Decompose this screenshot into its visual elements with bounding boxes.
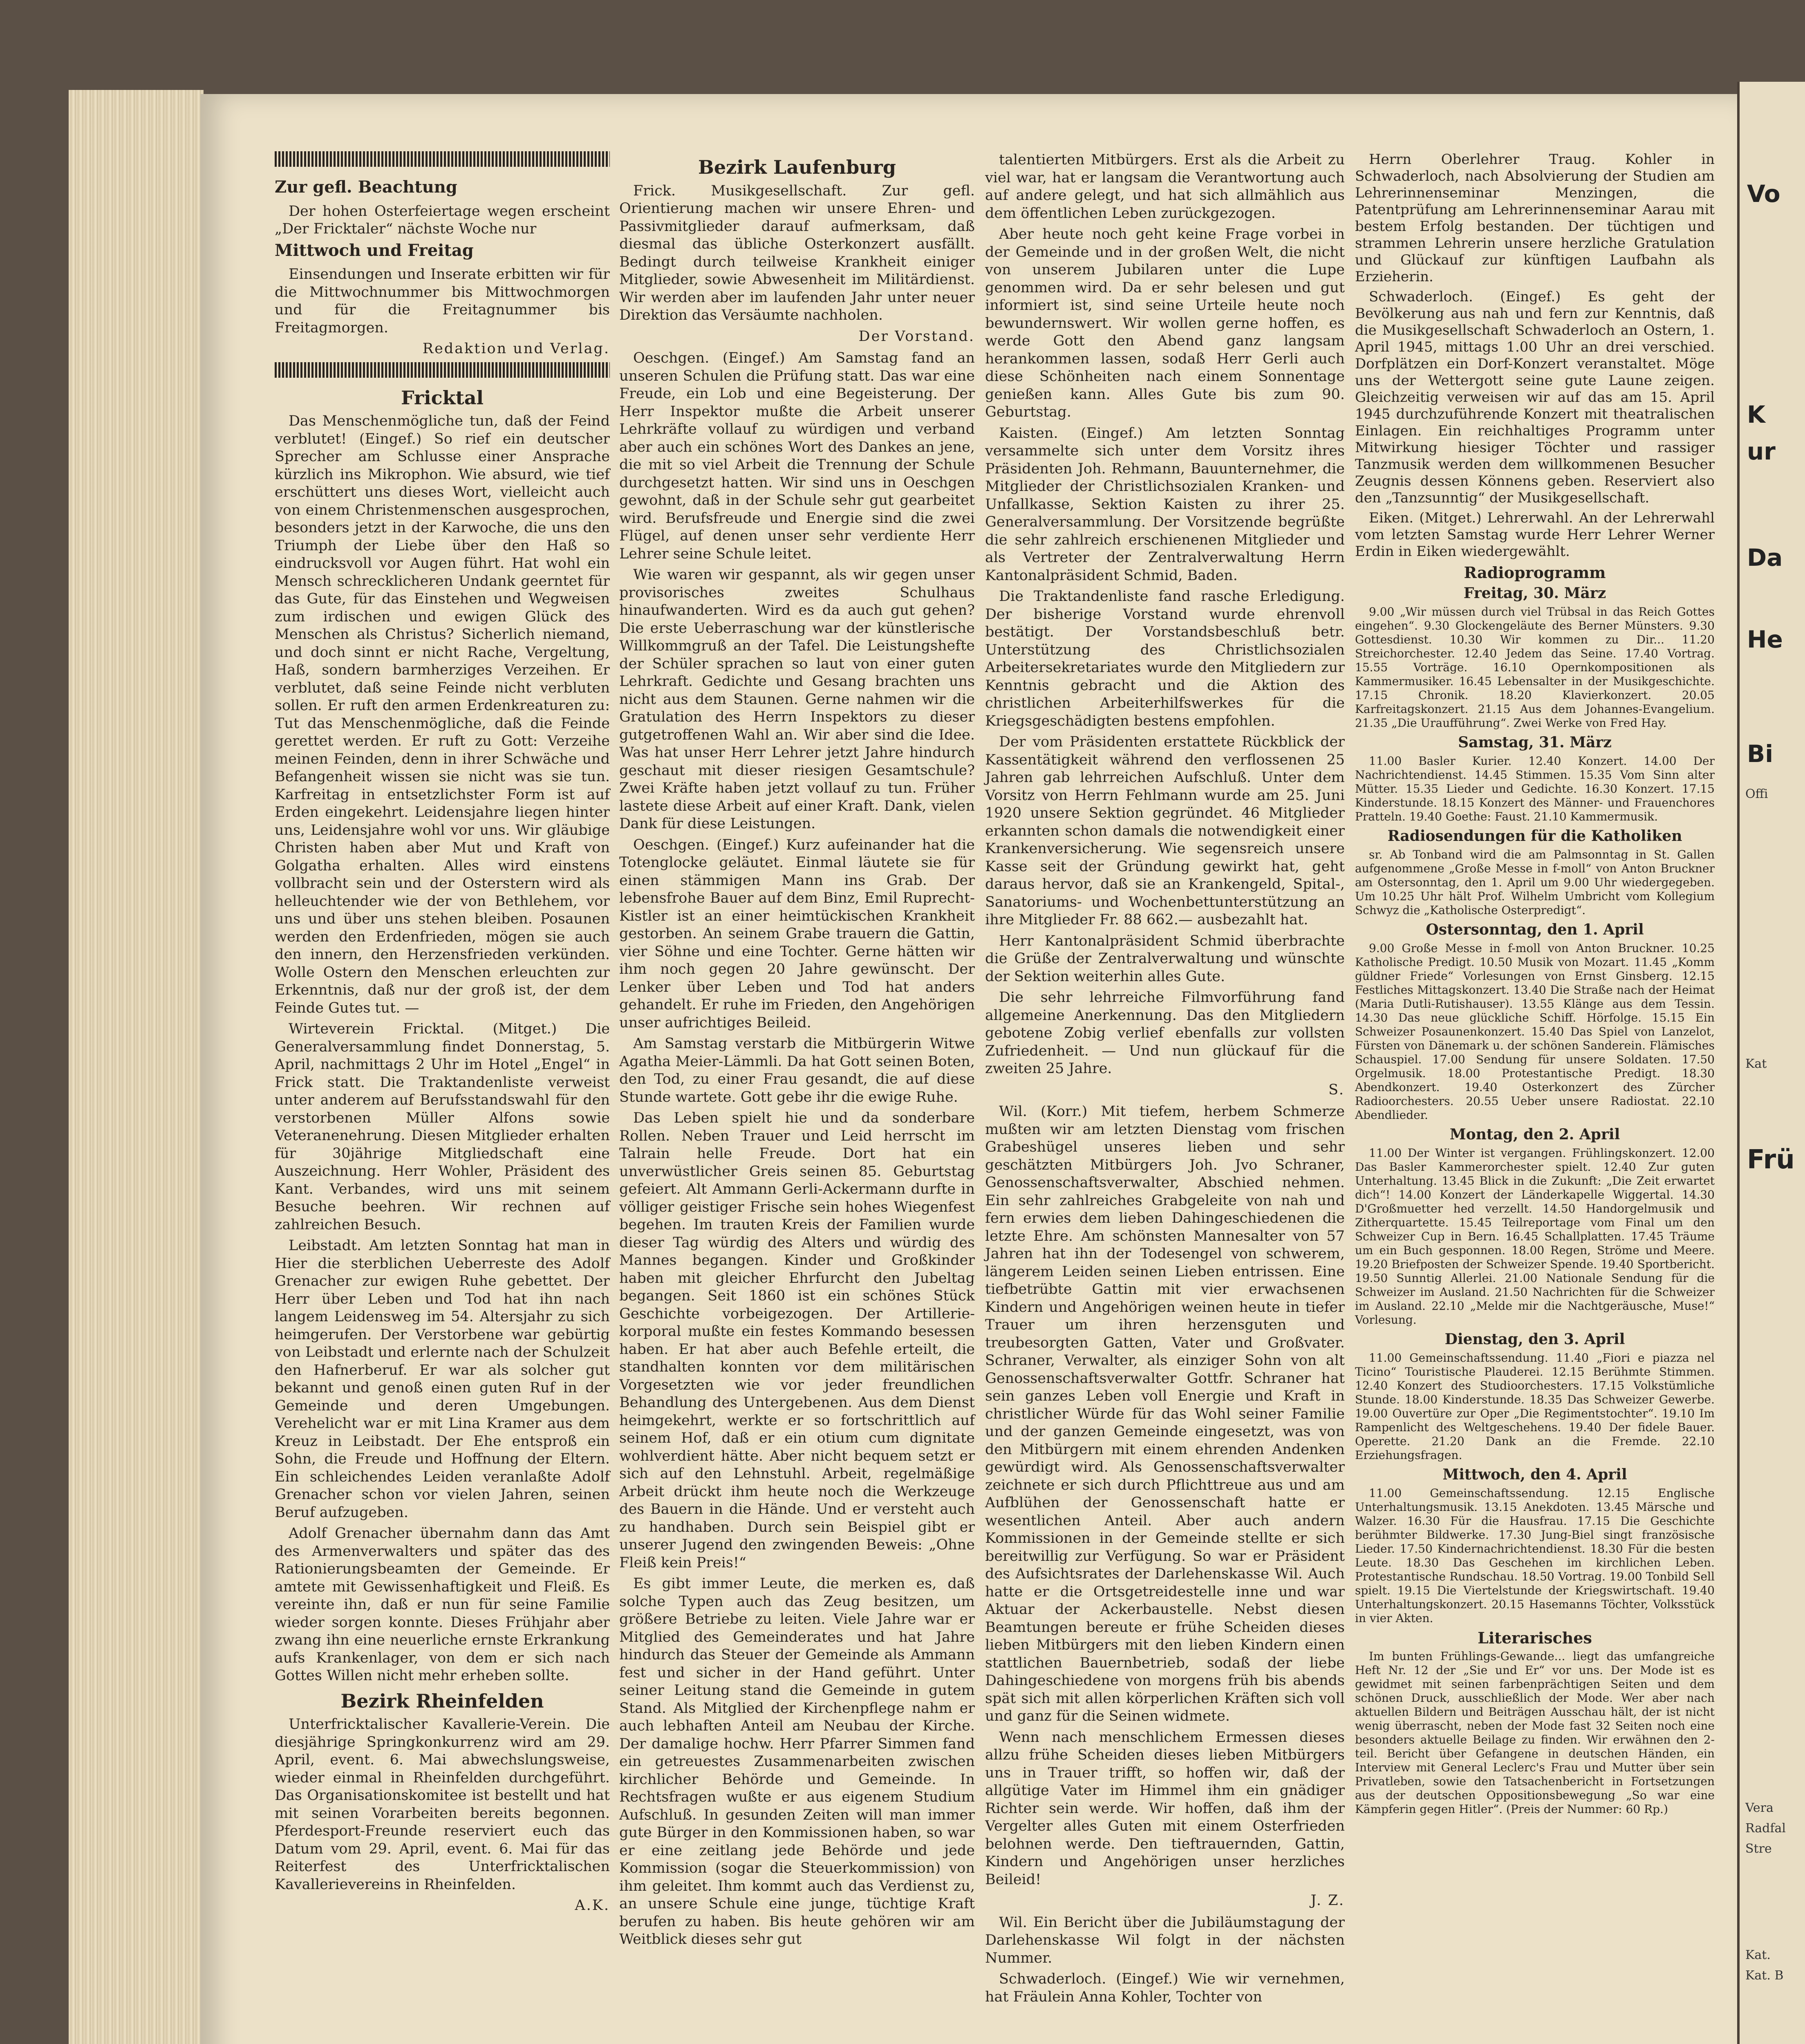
article-paragraph: talentierten Mitbürgers. Erst als die Arbeit zu viel war, hat er langsam die Verantwortung auch auf andere gelegt, und hat sich allmählich aus dem öffentlichen Leben zurückgezogen. <box>985 152 1345 222</box>
adjacent-page-edge <box>1737 82 1805 2044</box>
notice-text2: Einsendungen und Inserate erbitten wir für die Mittwochnummer bis Mittwochmorgen und für die Freitagnummer bis Freitagmorgen. <box>275 266 610 336</box>
article-paragraph: Wirteverein Fricktal. (Mitget.) Die Generalversammlung findet Donnerstag, 5. April, nachmittags 2 Uhr im Hotel „Engel“ in Frick statt. Die Traktandenliste verweist unter anderem auf Berufsstandswahl für den verstorbenen Müller Alfons sowie Veteranenehrung. Diesen Mitglieder erhalten für 30jährige Mitgliedschaft eine Auszeichnung. Herr Wohler, Präsident des Kant. Verbandes, wird uns mit seinem Besuche beehren. Wir rechnen auf zahlreichen Besuch. <box>275 1021 610 1233</box>
column-three <box>985 151 1345 2009</box>
article-paragraph: Der vom Präsidenten erstattete Rückblick der Kassentätigkeit während den verflossenen 25 Jahren gab lehrreichen Aufschluß. Unter dem Vorsitz von Herrn Fehlmann wurde am 25. Juni 1920 unsere Sektion gegründet. 46 Mitglieder erkannten schon damals die notwendigkeit einer Krankenversicherung. Wie segensreich unsere Kasse seit der Gründung gewirkt hat, geht daraus hervor, daß sie an Krankengeld, Spital-, Sanatoriums- und Wochenbettunterstützung an ihre Mitglieder Fr. 88 662.— ausbezahlt hat. <box>985 734 1345 928</box>
article-signature: J. Z. <box>1310 1892 1345 1909</box>
literature-text: Im bunten Frühlings-Gewande... liegt das umfangreiche Heft Nr. 12 der „Sie und Er“ vor uns. Der Mode ist es gewidmet mit seinen farbenprächtigen Seiten und dem schönen Druck, ausschließlich der Mode. Wer aber nach aktuellen Bildern und Beiträgen Ausschau hält, der ist nicht wenig überrascht, neben der Mode fast 32 Seiten noch eine besonders aktuelle Beilage zu finden. Wir erwähnen den 2-teil. Bericht über Gefangene in deutschen Händen, ein Interview mit General Leclerc's Frau und Mutter über sein Privatleben, sowie den Tatsachenbericht in Fortsetzungen aus der deutschen Oppositionsbewegung „So war eine Kämpferin gegen Hitler“. (Preis der Nummer: 60 Rp.) <box>1355 1650 1715 1816</box>
article-signature: Der Vorstand. <box>858 328 975 345</box>
article-paragraph: Eiken. (Mitget.) Lehrerwahl. An der Lehrerwahl vom letzten Samstag wurde Herr Lehrer Werner Erdin in Eiken wiedergewählt. <box>1355 510 1715 560</box>
radio-listing: 11.00 Gemeinschaftssendung. 11.40 „Fiori e piazza nel Ticino“ Touristische Plauderei. 12.15 Berühmte Stimmen. 12.40 Konzert des Studioorchesters. 17.15 Volkstümliche Stunde. 18.00 Kinderstunde. 18.35 Das Schweizer Gewerbe. 19.00 Ouvertüre zur Oper „Die Regimentstochter“. 19.10 Im Rampenlicht des Weltgeschehens. 19.40 Der fidele Bauer. Operette. 21.20 Dank an die Fremde. 22.10 Erziehungsfragen. <box>1355 1351 1715 1462</box>
fragment-text: Kat. B <box>1745 1968 1784 1983</box>
radio-heading: Radioprogramm <box>1464 563 1606 582</box>
day-heading: Montag, den 2. April <box>1449 1126 1620 1143</box>
article-paragraph: Das Leben spielt hie und da sonderbare Rollen. Neben Trauer und Leid herrscht im Talrain helle Freude. Dort hat ein unverwüstlicher Greis seinen 85. Geburtstag gefeiert. Alt Ammann Gerli-Ackermann durfte in völliger geistiger Frische sein hohes Wiegenfest begehen. Im trauten Kreis der Familien wurde dieser Tag würdig des Alters und würdig des Mannes begangen. Kinder und Großkinder haben mit gleicher Ehrfurcht den Jubeltag begangen. Seit 1860 ist ein schönes Stück Geschichte vorbeigezogen. Der Artillerie-korporal mußte ein festes Kommando besessen haben. Er hat aber auch Befehle erteilt, die standhalten konnten vor dem militärischen Vorgesetzten wie vor jeder freundlichen Behandlung des Untergebenen. Aus dem Dienst heimgekehrt, werkte er so fortschrittlich auf seinem Hof, daß er ein otium cum dignitate wohlverdient hätte. Aber nicht bequem setzt er sich auf den Lehnstuhl. Arbeit, regelmäßige Arbeit drückt ihm heute noch die Werkzeuge des Bauern in die Hände. Und er versteht auch zu handhaben. Durch sein Beispiel gibt er unserer Jugend den zwingenden Beweis: „Ohne Fleiß kein Preis!“ <box>619 1110 975 1571</box>
article-signature: S. <box>1328 1081 1345 1098</box>
fragment-text: Kat. <box>1745 1948 1771 1962</box>
fragment-text: Kat <box>1745 1057 1767 1071</box>
column-four <box>1355 151 1715 1820</box>
page-edges <box>69 90 204 2044</box>
radio-listing: sr. Ab Tonband wird die am Palmsonntag in St. Gallen aufgenommene „Große Messe in f-moll“ von Anton Bruckner am Ostersonntag, den 1. April um 9.00 Uhr wiedergegeben. Um 10.25 Uhr hält Prof. Wilhelm Umbricht vom Kollegium Schwyz die „Katholische Osterpredigt“. <box>1355 848 1715 917</box>
fragment-text: He <box>1747 625 1783 653</box>
article-paragraph: Die Traktandenliste fand rasche Erledigung. Der bisherige Vorstand wurde ehrenvoll bestätigt. Der Vorstandsbeschluß betr. Unterstützung des Christlichsozialen Arbeitersekretariates wurde den Mitgliedern zur Kenntnis gebracht und die Aktion des christlichen Arbeiterhilfswerkes für die Kriegsgeschädigten bestens empfohlen. <box>985 588 1345 729</box>
fragment-text: Vera <box>1745 1801 1774 1815</box>
notice-days: Mittwoch und Freitag <box>275 240 474 260</box>
day-heading: Samstag, 31. März <box>1458 734 1612 751</box>
article-paragraph: Die sehr lehrreiche Filmvorführung fand allgemeine Anerkennung. Das den Mitgliedern gebotene Zobig verlief ebenfalls zur vollsten Zufriedenheit. — Und nun glückauf für die zweiten 25 Jahre. <box>985 989 1345 1077</box>
radio-listing: 11.00 Gemeinschaftssendung. 12.15 Englische Unterhaltungsmusik. 13.15 Anekdoten. 13.45 Märsche und Walzer. 16.30 Für die Hausfrau. 17.15 Die Geschichte berühmter Bildwerke. 17.30 Jung-Biel singt französische Lieder. 17.50 Kindernachrichtendienst. 18.30 Für die besten Leute. 18.30 Das Geschehen im kirchlichen Leben. Protestantische Rundschau. 18.50 Vortrag. 19.00 Tonbild Sell spielt. 19.15 Die Viertelstunde der Kriegswirtschaft. 19.40 Unterhaltungskonzert. 20.15 Hasemanns Töchter, Volksstück in vier Akten. <box>1355 1486 1715 1625</box>
article-paragraph: Oeschgen. (Eingef.) Kurz aufeinander hat die Totenglocke geläutet. Einmal läutete sie für einen stämmigen Mann ins Grab. Der lebensfrohe Bauer auf dem Binz, Emil Ruprecht-Kistler ist an einer heimtückischen Krankheit gestorben. An seinem Grabe trauern die Gattin, vier Söhne und eine Tochter. Gerne hätten wir ihm noch gegen 20 Jahre gewünscht. Der Lenker über Leben und Tod hat anders gehandelt. Er ruhe im Frieden, den Angehörigen unser aufrichtiges Beileid. <box>619 836 975 1031</box>
article-paragraph: Oeschgen. (Eingef.) Am Samstag fand an unseren Schulen die Prüfung statt. Das war eine Freude, ein Lob und eine Begeisterung. Der Herr Inspektor mußte die Arbeit unserer Lehrkräfte vollauf zu würdigen und verband aber auch ein schönes Wort des Dankes an jene, die mit so viel Arbeit die Trennung der Schule durchgesetzt hatten. Wir sind uns in Oeschgen gewohnt, daß in der Schule sehr gut gearbeitet wird. Berufsfreude und Energie sind die zwei Flügel, auf denen unser sehr verdiente Herr Lehrer seine Schule leitet. <box>619 350 975 562</box>
column-left <box>275 151 610 1919</box>
article-paragraph: Adolf Grenacher übernahm dann das Amt des Armenverwalters und später das des Rationierungsbeamten der Gemeinde. Er amtete mit Gewissenhaftigkeit und Fleiß. Es vereinte ihn, daß er nun für seine Familie wieder sorgen konnte. Dieses Frühjahr aber zwang ihn eine neuerliche ernste Erkrankung aufs Krankenlager, von dem er sich nach Gottes Willen nicht mehr erheben sollte. <box>275 1525 610 1684</box>
day-heading: Radiosendungen für die Katholiken <box>1387 827 1682 845</box>
day-heading: Mittwoch, den 4. April <box>1442 1466 1627 1483</box>
fragment-text: Bi <box>1747 740 1774 768</box>
article-paragraph: Herrn Oberlehrer Traug. Kohler in Schwaderloch, nach Absolvierung der Studien am Lehrerinnenseminar Menzingen, die Patentprüfung am Lehrerinnenseminar Aarau mit bestem Erfolg bestanden. Der tüchtigen und strammen Lehrerin unsere herzliche Gratulation und Glückauf zur künftigen Laufbahn als Erzieherin. <box>1355 151 1715 285</box>
day-heading: Ostersonntag, den 1. April <box>1426 921 1644 938</box>
fragment-text: Frü <box>1747 1145 1795 1175</box>
fragment-text: Da <box>1747 544 1783 572</box>
section-heading-fricktal: Fricktal <box>401 386 484 409</box>
article-paragraph: Schwaderloch. (Eingef.) Es geht der Bevölkerung aus nah und fern zur Kenntnis, daß die Musikgesellschaft Schwaderloch an Ostern, 1. April 1945, mittags 1.00 Uhr an drei verschied. Dorfplätzen ein Dorf-Konzert veranstaltet. Möge uns der Wettergott seine gute Laune zeigen. Gleichzeitig verweisen wir auf das am 15. April 1945 durchzuführende Konzert mit theatralischen Einlagen. Ein reichhaltiges Programm unter Mitwirkung hiesiger Töchter und rassiger Tanzmusik werden dem willkommenen Besucher Zeugnis dessen Könnens geben. Reserviert also den „Tanzsunntig“ der Musikgesellschaft. <box>1355 289 1715 506</box>
radio-listing: 11.00 Der Winter ist vergangen. Frühlingskonzert. 12.00 Das Basler Kammerorchester spielt. 12.40 Zur guten Unterhaltung. 13.45 Blick in die Zukunft: „Die Zeit erwartet dich“! 14.00 Konzert der Länderkapelle Wiggertal. 14.30 D'Großmuetter hed verzellt. 14.50 Handorgelmusik und Zitherquartette. 15.45 Teilreportage vom Final um den Schweizer Cup in Bern. 16.45 Schallplatten. 17.45 Träume um ein Buch gesponnen. 18.00 Regen, Ströme und Meere. 19.20 Briefposten der Schweizer Spende. 19.40 Sportbericht. 19.50 Sunntig Allerlei. 21.00 Nationale Sendung für die Schweizer im Ausland. 21.50 Nachrichten für die Schweizer im Ausland. 22.10 „Melde mir die Nachtgeräusche, Muse!“ Vorlesung. <box>1355 1146 1715 1327</box>
day-heading: Freitag, 30. März <box>1463 585 1606 602</box>
ornamental-rule <box>275 362 610 378</box>
section-heading-rheinfelden: Bezirk Rheinfelden <box>340 1690 544 1712</box>
article-paragraph: Frick. Musikgesellschaft. Zur gefl. Orientierung machen wir unsere Ehren- und Passivmitglieder darauf aufmerksam, daß diesmal das übliche Osterkonzert ausfällt. Bedingt durch teilweise Krankheit einiger Mitglieder, sowie Abwesenheit im Militärdienst. Wir werden aber im laufenden Jahr unter neuer Direktion das Versäumte nachholen. <box>619 182 975 323</box>
radio-listing: 9.00 „Wir müssen durch viel Trübsal in das Reich Gottes eingehen“. 9.30 Glockengeläute des Berner Münsters. 9.30 Gottesdienst. 10.30 Wir kommen zu Dir... 11.20 Streichorchester. 12.40 Jedem das Seine. 17.40 Vortrag. 15.55 Vorträge. 16.10 Opernkompositionen als Kammermusiker. 16.45 Lebensalter in der Musikgeschichte. 17.15 Chronik. 18.20 Klavierkonzert. 20.05 Karfreitagskonzert. 21.15 Aus dem Johannes-Evangelium. 21.35 „Die Uraufführung“. Zwei Werke von Fred Hay. <box>1355 605 1715 730</box>
fragment-text: Radfal <box>1745 1821 1786 1836</box>
article-paragraph: Schwaderloch. (Eingef.) Wie wir vernehmen, hat Fräulein Anna Kohler, Tochter von <box>985 1971 1345 2005</box>
radio-listing: 9.00 Große Messe in f-moll von Anton Bruckner. 10.25 Katholische Predigt. 10.50 Musik von Mozart. 11.45 „Komm güldner Friede“ Vorlesungen von Ernst Ginsberg. 12.15 Festliches Mittagskonzert. 13.40 Die Straße nach der Heimat (Maria Dutli-Rutishauser). 13.55 Klänge aus dem Tessin. 14.30 Das neue glückliche Schiff. Hörfolge. 15.15 Ein Schweizer Posaunenkonzert. 15.40 Das Spiel von Lanzelot, Fürsten von Dänemark u. der schönen Sanderein. Flämisches Schauspiel. 17.00 Sendung für unsere Soldaten. 17.50 Orgelmusik. 18.00 Protestantische Predigt. 18.30 Abendkonzert. 19.40 Osterkonzert des Zürcher Radioorchesters. 20.55 Ueber unsere Radiostat. 22.10 Abendlieder. <box>1355 941 1715 1122</box>
radio-listing: 11.00 Basler Kurier. 12.40 Konzert. 14.00 Der Nachrichtendienst. 14.45 Stimmen. 15.35 Vom Sinn alter Mütter. 15.35 Lieder und Gedichte. 16.30 Konzert. 17.15 Kinderstunde. 18.15 Konzert des Männer- und Frauenchores Pratteln. 19.40 Goethe: Faust. 21.10 Kammermusik. <box>1355 754 1715 823</box>
article-paragraph: Kaisten. (Eingef.) Am letzten Sonntag versammelte sich unter dem Vorsitz ihres Präsidenten Joh. Rehmann, Bauunternehmer, die Mitglieder der Christlichsozialen Kranken- und Unfallkasse, Sektion Kaisten zu ihrer 25. Generalversammlung. Der Vorsitzende begrüßte die sehr zahlreich erschienenen Mitglieder und als Vertreter der Zentralverwaltung Herrn Kantonalpräsident Schmid, Baden. <box>985 425 1345 584</box>
article-paragraph: Aber heute noch geht keine Frage vorbei in der Gemeinde und in der großen Welt, die nicht von unserem Jubilaren unter die Lupe genommen wird. Da er sehr belesen und gut informiert ist, sind seine Urteile heute noch bewundernswert. Wir wollen gerne hoffen, es werde Gott den Abend ganz langsam herankommen lassen, sodaß Herr Gerli auch diese Schönheiten nach einem Sonnentage genießen kann. Alles Gute bis zum 90. Geburtstag. <box>985 226 1345 420</box>
fragment-text: ur <box>1747 437 1776 465</box>
article-paragraph: Herr Kantonalpräsident Schmid überbrachte die Grüße der Zentralverwaltung und wünschte der Sektion weiterhin alles Gute. <box>985 932 1345 985</box>
article-paragraph: Wie waren wir gespannt, als wir gegen unser provisorisches zweites Schulhaus hinaufwanderten. Wird es da auch gut gehen? Die erste Ueberraschung war der künstlerische Willkommgruß an der Tafel. Die Leistungshefte der Schüler sprachen so laut von einer guten Lehrkraft. Gedichte und Gesang brachten uns nicht aus dem Staunen. Gerne nahmen wir die Gratulation des Herrn Inspektors zu dieser gutgetroffenen Wahl an. Wir aber sind die Idee. Was hat unser Herr Lehrer jetzt Jahre hindurch geschaut mit dieser riesigen Gesamtschule? Zwei Kräfte haben jetzt vollauf zu tun. Früher lastete diese Arbeit auf einer Kraft. Dank, vielen Dank für diese Leistungen. <box>619 567 975 832</box>
fragment-text: K <box>1747 401 1765 428</box>
section-heading-laufenburg: Bezirk Laufenburg <box>698 156 896 178</box>
notice-title: Zur gefl. Beachtung <box>275 177 457 197</box>
article-paragraph: Das Menschenmögliche tun, daß der Feind verblutet! (Eingef.) So rief ein deutscher Sprecher am Schlusse einer Ansprache kürzlich ins Mikrophon. Wie absurd, wie tief erschüttert uns dieses Wort, vielleicht auch von einem Christenmenschen ausgesprochen, besonders jetzt in der Karwoche, die uns den Triumph der Liebe über den Haß so eindrucksvoll vor Augen führt. Hat wohl ein Mensch schrecklicheren Undank geerntet für das Gute, für das Einstehen und Wegweisen zum irdischen und ewigen Glück des Menschen als Christus? Sicherlich niemand, und doch sinnt er nicht Rache, Vergeltung, Haß, sondern barmherziges Verzeihen. Er verblutet, daß seine Feinde nicht verbluten sollen. Er ruft den armen Erdenkreaturen zu: Tut das Menschenmögliche, daß die Feinde gerettet werden. Er ruft zu Gott: Verzeihe meinen Feinden, denn in ihrer Schwäche und Befangenheit wissen sie nicht was sie tun. Karfreitag in entsetzlichster Form ist auf Erden eingekehrt. Leidensjahre liegen hinter uns, Leidensjahre wohl vor uns. Wir gläubige Christen haben aber Mut und Kraft von Golgatha erhalten. Alles wird einstens vollbracht sein und der Osterstern wird als helleuchtender wie der von Bethlehem, vor uns und über uns stehen bleiben. Posaunen werden den Erdenfrieden, mögen sie auch den innern, den Herzensfrieden verkünden. Wolle Ostern den Menschen erleuchten zur Erkenntnis, daß nur der groß ist, der dem Feinde Gutes tut. — <box>275 413 610 1016</box>
article-paragraph: Wil. Ein Bericht über die Jubiläumstagung der Darlehenskasse Wil folgt in der nächsten Nummer. <box>985 1914 1345 1966</box>
fragment-text: Vo <box>1747 180 1780 208</box>
article-signature: A.K. <box>575 1897 610 1914</box>
article-paragraph: Leibstadt. Am letzten Sonntag hat man in Hier die sterblichen Ueberreste des Adolf Grenacher zur ewigen Ruhe gebettet. Der Herr über Leben und Tod hat ihn nach langem Leidensweg im 54. Altersjahr zu sich heimgerufen. Der Verstorbene war gebürtig von Leibstadt und erlernte nach der Schulzeit den Hafnerberuf. Er war als solcher gut bekannt und genoß einen guten Ruf in der Gemeinde und deren Umgebungen. Verehelicht war er mit Lina Kramer aus dem Kreuz in Leibstadt. Der Ehe entsproß ein Sohn, die Freude und Hoffnung der Eltern. Ein schleichendes Leiden veranlaßte Adolf Grenacher schon vor vielen Jahren, seinen Beruf aufzugeben. <box>275 1237 610 1521</box>
article-paragraph: Wenn nach menschlichem Ermessen dieses allzu frühe Scheiden dieses lieben Mitbürgers uns in Trauer trifft, so hoffen wir, daß der allgütige Vater im Himmel ihm ein gnädiger Richter sein werde. Wir hoffen, daß ihm der Vergelter alles Guten mit einem Osterfrieden belohnen werde. Den tieftrauernden, Gattin, Kindern und Angehörigen unser herzliches Beileid! <box>985 1729 1345 1888</box>
article-paragraph: Am Samstag verstarb die Mitbürgerin Witwe Agatha Meier-Lämmli. Da hat Gott seinen Boten, den Tod, zu einer Frau gesandt, die auf diese Stunde wartete. Gott gebe ihr die ewige Ruhe. <box>619 1035 975 1105</box>
article-paragraph: Unterfricktalischer Kavallerie-Verein. Die diesjährige Springkonkurrenz wird am 29. April, event. 6. Mai abwechslungsweise, wieder einmal in Rheinfelden durchgeführt. Das Organisationskomitee ist bestellt und hat mit seinen Vorarbeiten bereits begonnen. Pferdesport-Freunde reserviert euch das Datum vom 29. April, event. 6. Mai für das Reiterfest des Unterfricktalischen Kavallerievereins in Rheinfelden. <box>275 1716 610 1893</box>
day-heading: Dienstag, den 3. April <box>1444 1331 1625 1348</box>
notice-signature: Redaktion und Verlag. <box>422 341 610 357</box>
ornamental-rule <box>275 151 610 167</box>
fragment-text: Offi <box>1745 787 1768 801</box>
column-laufenburg <box>619 151 975 1952</box>
notice-text: Der hohen Osterfeiertage wegen erscheint „Der Fricktaler“ nächste Woche nur <box>275 203 610 237</box>
article-paragraph: Es gibt immer Leute, die merken es, daß solche Typen auch das Zeug besitzen, um größere Betriebe zu leiten. Viele Jahre war er Mitglied des Gemeinderates und hat Jahre hindurch das Steuer der Gemeinde als Ammann fest und sicher in der Hand geführt. Unter seiner Leitung stand die Gemeinde in gutem Stand. Als Mitglied der Kirchenpflege nahm er auch lebhaften Anteil am Neubau der Kirche. Der damalige hochw. Herr Pfarrer Simmen fand ein getreuestes Zusammenarbeiten zwischen kirchlicher Behörde und Gemeinde. In Rechtsfragen wußte er aus eigenem Studium Aufschluß. In gesunden Zeiten will man immer gute Bürger in den Kommissionen haben, so war er eine zeitlang jede Behörde und jede Kommission (sogar die Steuerkommission) von ihm geleitet. Ihm kommt auch das Verdienst zu, an unsere Schule eine junge, tüchtige Kraft berufen zu haben. Bis heute gehören wir am Weitblick dieses sehr gut <box>619 1576 975 1948</box>
article-paragraph: Wil. (Korr.) Mit tiefem, herbem Schmerze mußten wir am letzten Dienstag vom frischen Grabeshügel unseres lieben und sehr geschätzten Mitbürgers Joh. Jvo Schraner, Genossenschaftsverwalter, Abschied nehmen. Ein sehr zahlreiches Grabgeleite von nah und fern erwies dem lieben Dahingeschiedenen die letzte Ehre. Am schönsten Mannesalter von 57 Jahren hat ihn der Todesengel von schwerem, längerem Leiden seinen Lieben entrissen. Eine tiefbetrübte Gattin mit vier erwachsenen Kindern und Angehörigen weinen heute in tiefer Trauer um ihren herzensguten und treubesorgten Gatten, Vater und Großvater. Schraner, Verwalter, als einziger Sohn von alt Genossenschaftsverwalter Gottfr. Schraner hat sein ganzes Leben voll Energie und Kraft in christlicher Würde für das Wohl seiner Familie und der ganzen Gemeinde eingesetzt, was von den Mitbürgern mit einem ehrenden Andenken gewürdigt wird. Als Genossenschaftsverwalter zeichnete er sich durch Pflichttreue aus und am Aufblühen der Genossenschaft hatte er wesentlichen Anteil. Aber auch andern Kommissionen in der Gemeinde stellte er sich bereitwillig zur Verfügung. So war er Präsident des Aufsichtsrates der Darlehenskasse Wil. Auch hatte er die Ortsgetreidestelle inne und war Aktuar der Ackerbaustelle. Nebst diesen Beamtungen bereute er frühe Scheiden dieses lieben Mitbürgers mit den lieben Kindern einen stattlichen Bauernbetrieb, sodaß der liebe Dahingeschiedene von morgens früh bis abends spät sich mit allen körperlichen Kräften sich voll und ganz für die Seinen widmete. <box>985 1103 1345 1724</box>
fragment-text: Stre <box>1745 1842 1772 1856</box>
literature-heading: Literarisches <box>1478 1629 1592 1647</box>
